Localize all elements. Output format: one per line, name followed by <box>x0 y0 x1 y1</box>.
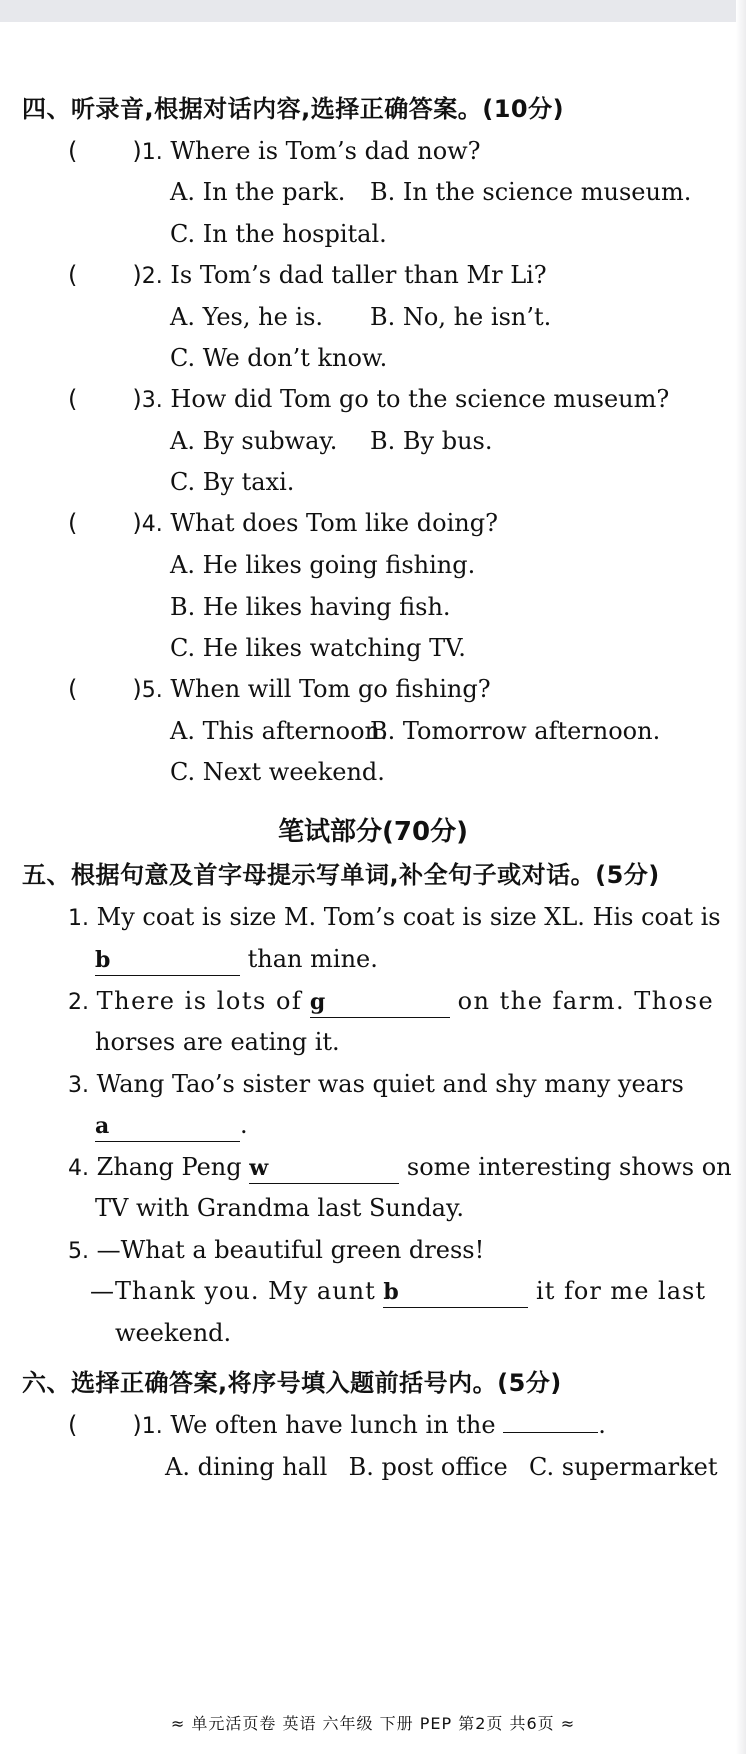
option-b: B. In the science museum. <box>370 178 692 206</box>
question-text: There is lots of <box>96 987 303 1015</box>
fill-q5-line-2 <box>90 1276 706 1308</box>
option-a: A. This afternoon. <box>170 717 388 745</box>
question-text: Is Tom’s dad taller than Mr Li? <box>170 261 547 289</box>
page-edge-shadow <box>736 0 746 1754</box>
question-text: What does Tom like doing? <box>170 509 498 537</box>
question-text-after: on the farm. Those <box>457 987 715 1015</box>
section-4-heading: 四、听录音,根据对话内容,选择正确答案。(10分) <box>22 95 565 123</box>
fill-q4-continuation: TV with Grandma last Sunday. <box>95 1194 464 1222</box>
listening-q5 <box>68 674 491 706</box>
answer-paren-open: ( <box>68 261 78 289</box>
option-c: C. Next weekend. <box>170 758 385 786</box>
answer-blank[interactable] <box>310 986 450 1018</box>
option-c: C. We don’t know. <box>170 344 388 372</box>
listening-q4 <box>68 508 498 540</box>
question-text: Wang Tao’s sister was quiet and shy many years <box>96 1070 684 1098</box>
option-c: C. He likes watching TV. <box>170 634 466 662</box>
initial-letter: b <box>383 1279 399 1305</box>
question-number: 5. <box>68 1239 89 1264</box>
option-c: C. supermarket <box>529 1453 718 1481</box>
top-shadow-band <box>0 0 746 22</box>
answer-paren-open: ( <box>68 675 78 703</box>
question-number: 4. <box>141 512 163 537</box>
listening-q2 <box>68 260 547 292</box>
section-6-heading: 六、选择正确答案,将序号填入题前括号内。(5分) <box>22 1369 562 1397</box>
dialogue-line-1: —What a beautiful green dress! <box>96 1236 485 1264</box>
answer-paren-open: ( <box>68 1411 78 1439</box>
fill-q4 <box>68 1152 732 1184</box>
answer-blank[interactable] <box>95 1110 240 1142</box>
option-b: B. No, he isn’t. <box>370 303 552 331</box>
written-part-title: 笔试部分(70分) <box>278 817 468 847</box>
answer-blank[interactable] <box>249 1152 399 1184</box>
question-text-after: . <box>240 1111 248 1139</box>
section-5-heading: 五、根据句意及首字母提示写单词,补全句子或对话。(5分) <box>22 861 660 889</box>
option-a: A. In the park. <box>170 178 346 206</box>
answer-blank[interactable] <box>503 1432 598 1433</box>
question-number: 1. <box>141 140 163 165</box>
question-text: My coat is size M. Tom’s coat is size XL. His coat is <box>96 903 721 931</box>
question-text-after: it for me last <box>536 1277 706 1305</box>
option-a: A. By subway. <box>170 427 338 455</box>
option-b: B. By bus. <box>370 427 493 455</box>
question-number: 1. <box>141 1414 163 1439</box>
option-a: A. He likes going fishing. <box>170 551 476 579</box>
answer-paren-close: ) <box>132 509 142 537</box>
question-end: . <box>598 1411 606 1439</box>
question-text: Where is Tom’s dad now? <box>170 137 481 165</box>
initial-letter: b <box>95 947 111 973</box>
answer-paren-close: ) <box>132 675 142 703</box>
fill-q1 <box>68 902 721 934</box>
question-text: We often have lunch in the <box>170 1411 496 1439</box>
dialogue-line-2: —Thank you. My aunt <box>90 1277 376 1305</box>
initial-letter: g <box>309 989 326 1015</box>
question-number: 3. <box>68 1073 89 1098</box>
initial-letter: a <box>95 1113 110 1139</box>
answer-blank[interactable] <box>95 944 240 976</box>
option-b: B. He likes having fish. <box>170 593 451 621</box>
fill-q1-answer-line <box>95 944 378 976</box>
question-number: 3. <box>141 388 163 413</box>
initial-letter: w <box>249 1155 269 1181</box>
fill-q5-continuation: weekend. <box>115 1319 232 1347</box>
choice-q1 <box>68 1410 606 1442</box>
listening-q3 <box>68 384 669 416</box>
question-number: 4. <box>68 1156 89 1181</box>
answer-paren-close: ) <box>132 385 142 413</box>
question-number: 1. <box>68 906 89 931</box>
fill-q2 <box>68 986 714 1018</box>
question-number: 2. <box>141 264 163 289</box>
question-number: 5. <box>141 678 163 703</box>
question-text-after: than mine. <box>247 945 378 973</box>
answer-paren-open: ( <box>68 385 78 413</box>
answer-blank[interactable] <box>383 1276 528 1308</box>
answer-paren-open: ( <box>68 137 78 165</box>
question-number: 2. <box>68 990 89 1015</box>
question-text: When will Tom go fishing? <box>170 675 491 703</box>
answer-paren-close: ) <box>132 137 142 165</box>
fill-q3 <box>68 1069 684 1101</box>
answer-paren-close: ) <box>132 261 142 289</box>
listening-q1 <box>68 136 481 168</box>
option-b: B. Tomorrow afternoon. <box>370 717 661 745</box>
option-c: C. By taxi. <box>170 468 295 496</box>
option-a: A. Yes, he is. <box>170 303 324 331</box>
fill-q2-continuation: horses are eating it. <box>95 1028 340 1056</box>
choice-q1-options <box>165 1452 718 1482</box>
question-text-after: some interesting shows on <box>406 1153 732 1181</box>
fill-q5 <box>68 1235 484 1267</box>
option-b: B. post office <box>348 1453 508 1481</box>
answer-paren-open: ( <box>68 509 78 537</box>
fill-q3-answer-line <box>95 1110 248 1142</box>
page-footer: ≈ 单元活页卷 英语 六年级 下册 PEP 第2页 共6页 ≈ <box>170 1714 576 1733</box>
question-text: How did Tom go to the science museum? <box>170 385 670 413</box>
answer-paren-close: ) <box>132 1411 142 1439</box>
option-a: A. dining hall <box>165 1453 328 1481</box>
question-text: Zhang Peng <box>96 1153 242 1181</box>
option-c: C. In the hospital. <box>170 220 387 248</box>
